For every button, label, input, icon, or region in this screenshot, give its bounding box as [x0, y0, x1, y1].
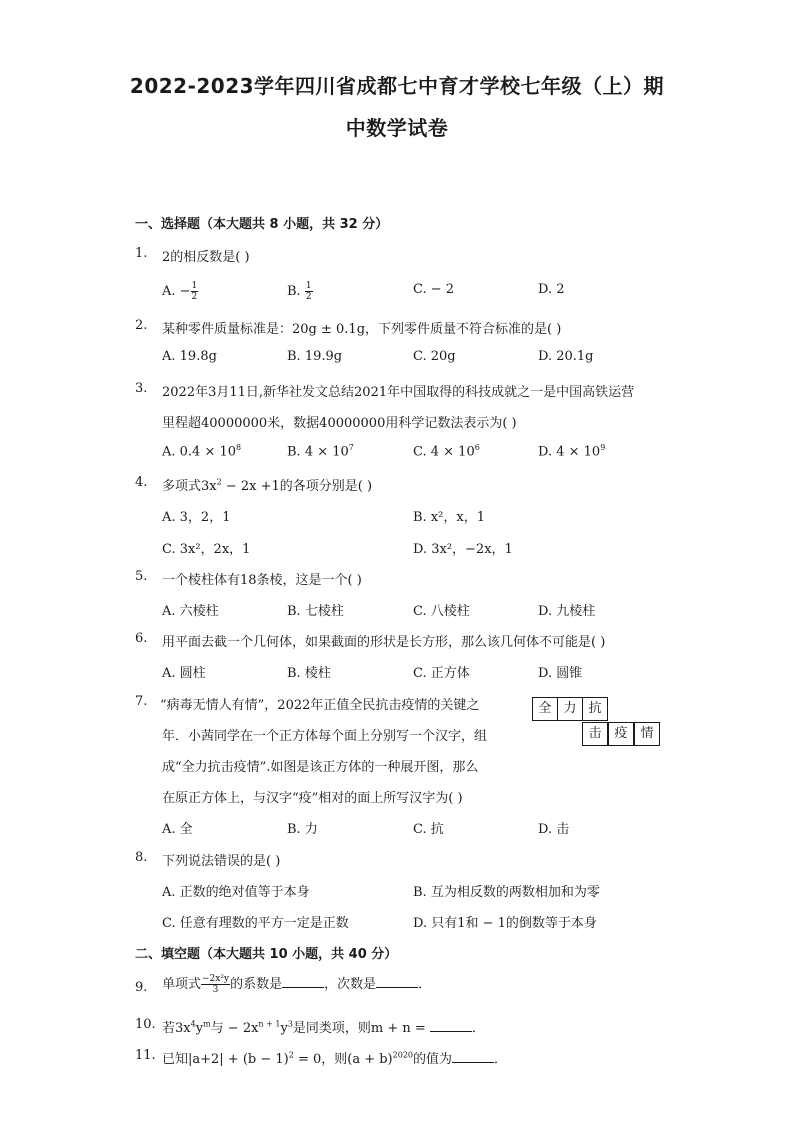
- q8-option-d: D. 只有1和 − 1的倒数等于本身: [413, 916, 597, 931]
- q3-option-a: A. $0.4 \times 10^8$: [162, 443, 242, 460]
- q6-number: 6.: [135, 631, 148, 646]
- q9-number: 9.: [135, 980, 148, 995]
- section-fill-heading: 二、填空题（本大题共 10 小题，共 40 分）: [135, 947, 398, 962]
- q11-blank[interactable]: [452, 1051, 494, 1063]
- q7-option-b: B. 力: [287, 822, 318, 837]
- q8-option-a: A. 正数的绝对值等于本身: [162, 885, 310, 900]
- q9-blank-1[interactable]: [282, 976, 324, 988]
- q8-number: 8.: [135, 850, 148, 865]
- q3-option-c: C. $4 \times 10^6$: [413, 443, 480, 460]
- q7-option-a: A. 全: [162, 822, 193, 837]
- q6-option-a: A. 圆柱: [162, 666, 206, 681]
- q9-blank-2[interactable]: [376, 976, 418, 988]
- q4-option-c: C. 3x²，2x，1: [162, 542, 251, 557]
- q5-option-c: C. 八棱柱: [413, 604, 470, 619]
- q6-option-b: B. 棱柱: [287, 666, 331, 681]
- q1-option-b: B. $\frac{1}{2}$: [287, 281, 312, 302]
- cube-net-figure: [532, 697, 660, 747]
- q7-number: 7.: [135, 694, 148, 709]
- q2-option-a: A. 19.8g: [162, 349, 217, 364]
- q5-option-b: B. 七棱柱: [287, 604, 344, 619]
- q7-option-c: C. 抗: [413, 822, 444, 837]
- q7-stem-line3: 成“全力抗击疫情”.如图是该正方体的一种展开图，那么: [162, 760, 479, 775]
- q1-option-c: C. − 2: [413, 282, 455, 297]
- q1-number: 1.: [135, 246, 148, 261]
- q4-option-d: D. 3x²，−2x，1: [413, 542, 513, 557]
- q4-number: 4.: [135, 475, 148, 490]
- q2-number: 2.: [135, 318, 148, 333]
- q5-number: 5.: [135, 569, 148, 584]
- q6-stem: 用平面去截一个几何体，如果截面的形状是长方形，那么该几何体不可能是( ): [162, 635, 606, 650]
- q9-stem: 单项式 $\frac{\text{−2x²y}}{3}$ 的系数是 ，次数是 ．: [162, 974, 432, 995]
- net-cell-yi: 疫: [608, 722, 634, 746]
- q1-option-d: D. 2: [538, 282, 565, 297]
- q8-option-b: B. 互为相反数的两数相加和为零: [413, 885, 600, 900]
- q8-stem: 下列说法错误的是( ): [162, 854, 281, 869]
- q2-option-b: B. 19.9g: [287, 349, 343, 364]
- q11-stem: 已知$|a+2| + (b - 1)^2 = 0$，则$(a + b)^{2020}$的值为 ．: [162, 1050, 508, 1067]
- q5-option-a: A. 六棱柱: [162, 604, 219, 619]
- q4-option-b: B. x²，x，1: [413, 510, 485, 525]
- q6-option-d: D. 圆锥: [538, 666, 583, 681]
- q1-stem: 2的相反数是( ): [162, 250, 250, 265]
- q6-option-c: C. 正方体: [413, 666, 470, 681]
- q3-number: 3.: [135, 381, 148, 396]
- q1-option-a: A. − $\frac{1}{2}$: [162, 281, 198, 302]
- q7-stem-line1: “病毒无情人有情”，2022年正值全民抗击疫情的关键之: [160, 698, 480, 713]
- q2-option-d: D. 20.1g: [538, 349, 594, 364]
- net-cell-li: 力: [557, 697, 583, 721]
- net-cell-ji: 击: [582, 722, 608, 746]
- q10-stem: 若$3x^4y^m$与 − $2x^{n + 1}y^3$是同类项，则m + n = ．: [162, 1019, 485, 1036]
- q3-option-b: B. $4 \times 10^7$: [287, 443, 354, 460]
- title-line-2: 中数学试卷: [345, 116, 449, 140]
- net-cell-quan: 全: [532, 697, 558, 721]
- net-cell-qing: 情: [634, 722, 660, 746]
- q8-option-c: C. 任意有理数的平方一定是正数: [162, 916, 349, 931]
- q7-stem-line2: 年．小茜同学在一个正方体每个面上分别写一个汉字，组: [162, 729, 488, 744]
- q3-stem-line2: 里程超40000000米，数据40000000用科学记数法表示为( ): [162, 416, 517, 431]
- q10-number: 10.: [135, 1017, 156, 1032]
- q7-option-d: D. 击: [538, 822, 570, 837]
- q5-option-d: D. 九棱柱: [538, 604, 596, 619]
- q4-stem: 多项式$3x^2 - 2x +1$的各项分别是( ): [162, 477, 373, 494]
- q10-blank[interactable]: [430, 1020, 472, 1032]
- net-cell-kang: 抗: [582, 697, 608, 721]
- q3-stem-line1: 2022年3月11日,新华社发文总结2021年中国取得的科技成就之一是中国高铁运营: [162, 385, 635, 400]
- q11-number: 11.: [135, 1048, 156, 1063]
- q5-stem: 一个棱柱体有18条棱，这是一个( ): [162, 573, 362, 588]
- title-line-1: 2022-2023学年四川省成都七中育才学校七年级（上）期: [129, 74, 665, 98]
- q2-stem: 某种零件质量标准是：20g ± 0.1g，下列零件质量不符合标准的是( ): [162, 322, 562, 337]
- q4-option-a: A. 3，2，1: [162, 510, 231, 525]
- q7-stem-line4: 在原正方体上，与汉字“疫”相对的面上所写汉字为( ): [162, 791, 463, 806]
- q2-option-c: C. 20g: [413, 349, 456, 364]
- section-choice-heading: 一、选择题（本大题共 8 小题，共 32 分）: [135, 217, 389, 232]
- q3-option-d: D. $4 \times 10^9$: [538, 443, 606, 460]
